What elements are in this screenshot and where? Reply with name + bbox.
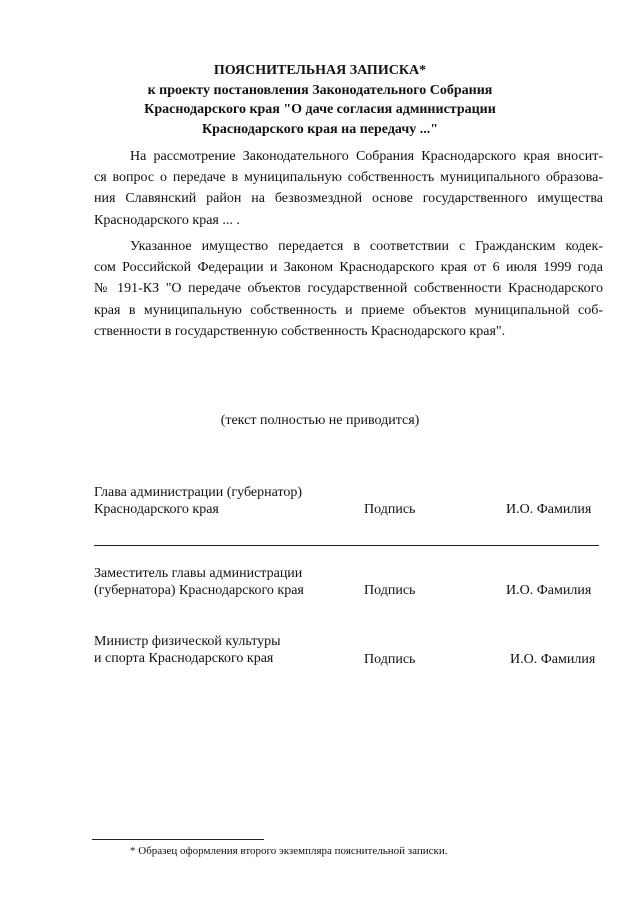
subtitle-line: к проекту постановления Законодательного Собрания [147,82,493,98]
signatory-name: И.О. Фамилия [506,502,592,517]
position-line: и спорта Краснодарского края [94,651,274,666]
paragraph-line: ственности в государственную собственность Краснодарского края". [94,323,506,339]
paragraph-line: ния Славянский район на безвозмездной основе государственного имущества [94,191,603,207]
signatory-position [94,565,304,599]
position-line: (губернатора) Краснодарского края [94,583,304,598]
position-line: Глава администрации (губернатор) [94,485,303,500]
signatory-name: И.О. Фамилия [506,583,592,598]
document-title: ПОЯСНИТЕЛЬНАЯ ЗАПИСКА* [213,63,427,78]
signatory-name: И.О. Фамилия [510,652,596,667]
signature-row-governor [94,484,614,524]
footnote-text: * Образец оформления второго экземпляра пояснительной записки. [130,845,448,857]
signatory-position [94,484,302,518]
position-line: Краснодарского края [94,502,219,517]
paragraph-line: № 191-КЗ "О передаче объектов государственной собственности Краснодарского [94,281,603,297]
paragraph-2 [94,236,603,342]
signature-separator-line [94,545,599,546]
subtitle-line: Краснодарского края "О даче согласия администрации [144,102,496,117]
paragraph-line: Указанное имущество передается в соответствии с Гражданским кодек- [130,239,603,254]
signature-placeholder: Подпись [364,583,416,598]
paragraph-line: Краснодарского края ... . [94,212,240,228]
text-omitted-note: (текст полностью не приводится) [220,413,420,428]
signature-placeholder: Подпись [364,502,416,517]
signature-placeholder: Подпись [364,652,416,667]
paragraph-1 [94,146,603,231]
position-line: Заместитель главы администрации [94,566,303,581]
signature-row-deputy [94,565,614,605]
paragraph-line: края в муниципальную собственность и приеме объектов муниципальной соб- [94,302,603,318]
signature-row-minister [94,633,614,673]
document-header [90,61,550,139]
subtitle-line: Краснодарского края на передачу ..." [201,121,439,137]
paragraph-line: сом Российской Федерации и Законом Краснодарского края от 6 июля 1999 года [94,260,603,276]
paragraph-line: ся вопрос о передаче в муниципальную собственность муниципального образова- [94,170,603,186]
paragraph-line: На рассмотрение Законодательного Собрания Краснодарского края вносит- [130,149,603,164]
position-line: Министр физической культуры [94,634,281,649]
signatory-position [94,633,281,667]
footnote-rule [92,839,264,840]
